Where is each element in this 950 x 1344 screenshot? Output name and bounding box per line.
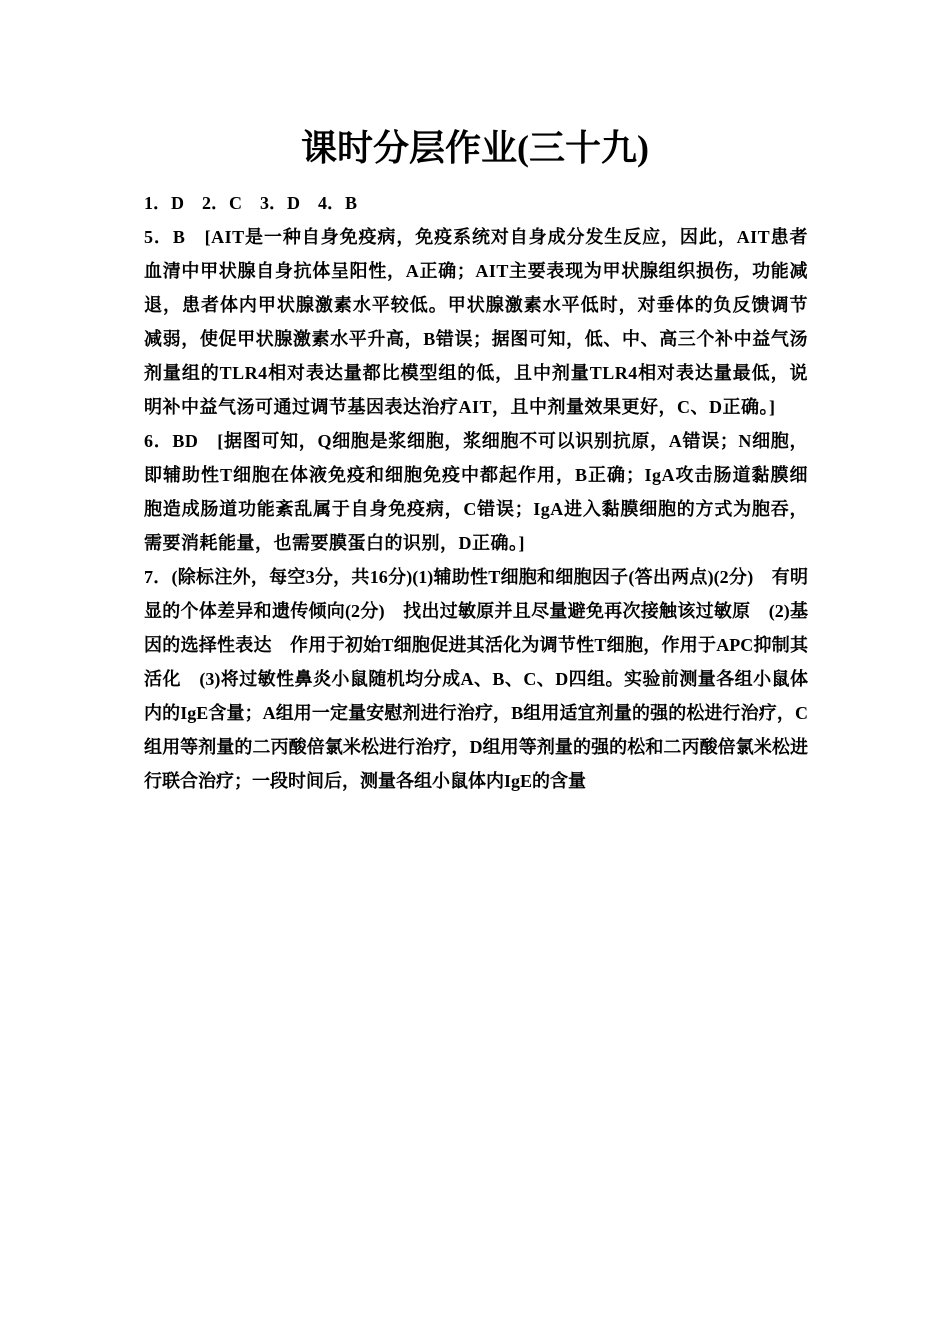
answer-7: 7．(除标注外，每空3分，共16分)(1)辅助性T细胞和细胞因子(答出两点)(2分) 有明显的个体差异和遗传倾向(2分) 找出过敏原并且尽量避免再次接触该过敏原 (2)基因的选择性表达 作用于初始T细胞促进其活化为调节性T细胞，作用于APC抑制其活化 (3)将过敏性鼻炎小鼠随机均分成A、B、C、D四组。实验前测量各组小鼠体内的IgE含量；A组用一定量安慰剂进行治疗，B组用适宜剂量的强的松进行治疗，C组用等剂量的二丙酸倍氯米松进行治疗，D组用等剂量的强的松和二丙酸倍氯米松进行联合治疗；一段时间后，测量各组小鼠体内IgE的含量 bbox=[144, 567, 808, 791]
answer-5: 5．B [AIT是一种自身免疫病，免疫系统对自身成分发生反应，因此，AIT患者血清中甲状腺自身抗体呈阳性，A正确；AIT主要表现为甲状腺组织损伤，功能减退，患者体内甲状腺激素水平较低。甲状腺激素水平低时，对垂体的负反馈调节减弱，使促甲状腺激素水平升高，B错误；据图可知，低、中、高三个补中益气汤剂量组的TLR4相对表达量都比模型组的低，且中剂量TLR4相对表达量最低，说明补中益气汤可通过调节基因表达治疗AIT，且中剂量效果更好，C、D正确。] bbox=[144, 227, 808, 417]
answer-6: 6．BD [据图可知，Q细胞是浆细胞，浆细胞不可以识别抗原，A错误；N细胞，即辅助性T细胞在体液免疫和细胞免疫中都起作用，B正确；IgA攻击肠道黏膜细胞造成肠道功能紊乱属于自身免疫病，C错误；IgA进入黏膜细胞的方式为胞吞，需要消耗能量，也需要膜蛋白的识别，D正确。] bbox=[144, 431, 808, 553]
page-title: 课时分层作业(三十九) bbox=[301, 128, 649, 168]
answer-content bbox=[144, 186, 808, 798]
answer-line-1-4: 1．D 2．C 3．D 4．B bbox=[144, 193, 358, 213]
